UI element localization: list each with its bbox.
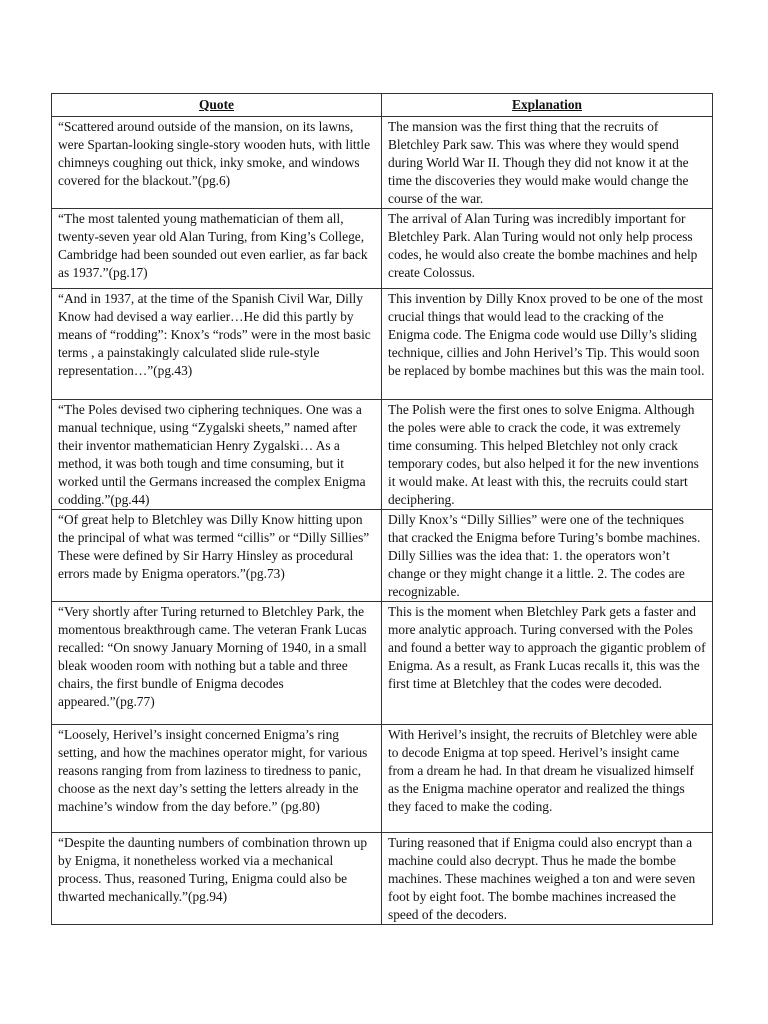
quote-cell: “Loosely, Herivel’s insight concerned Enigma’s ring setting, and how the machines operator might, for various reasons ranging from from laziness to tiredness to panic, choose as the next day’s setting the letters already in the machine’s window from the day before.” (pg.80) xyxy=(52,725,382,833)
table-row xyxy=(52,725,713,833)
explanation-cell: This is the moment when Bletchley Park gets a faster and more analytic approach. Turing conversed with the Poles and found a better way to approach the gigantic problem of Enigma. As a result, as Frank Lucas recalls it, this was the first time at Bletchley that the codes were decoded. xyxy=(382,602,713,725)
table-row xyxy=(52,400,713,510)
quote-cell: “Very shortly after Turing returned to Bletchley Park, the momentous breakthrough came. The veteran Frank Lucas recalled: “On snowy January Morning of 1940, in a small bleak wooden room with nothing but a table and three chairs, the first bundle of Enigma decodes appeared.”(pg.77) xyxy=(52,602,382,725)
quote-cell: “Scattered around outside of the mansion, on its lawns, were Spartan-looking single-story wooden huts, with little chimneys coughing out thick, inky smoke, and windows covered for the blackout.”(pg.6) xyxy=(52,117,382,209)
table-row xyxy=(52,209,713,289)
explanation-cell: The Polish were the first ones to solve Enigma. Although the poles were able to crack the code, it was extremely time consuming. This helped Bletchley not only crack temporary codes, but also helped it for the new inventions it would make. At least with this, the recruits could start deciphering. xyxy=(382,400,713,510)
explanation-cell: The arrival of Alan Turing was incredibly important for Bletchley Park. Alan Turing would not only help process codes, he would also create the bombe machines and help create Colossus. xyxy=(382,209,713,289)
explanation-cell: The mansion was the first thing that the recruits of Bletchley Park saw. This was where they would spend during World War II. Though they did not know it at the time the discoveries they would make would change the course of the war. xyxy=(382,117,713,209)
explanation-cell: This invention by Dilly Knox proved to be one of the most crucial things that would lead to the cracking of the Enigma code. The Enigma code would use Dilly’s sliding technique, cillies and John Herivel’s Tip. This would soon be replaced by bombe machines but this was the main tool. xyxy=(382,289,713,400)
table-header-row xyxy=(52,94,713,117)
explanation-cell: With Herivel’s insight, the recruits of Bletchley were able to decode Enigma at top speed. Herivel’s insight came from a dream he had. In that dream he visualized himself as the Enigma machine operator and realized the things they faced to make the coding. xyxy=(382,725,713,833)
quote-column-header: Quote xyxy=(52,94,382,117)
explanation-column-header: Explanation xyxy=(382,94,713,117)
table-row xyxy=(52,833,713,925)
explanation-cell: Turing reasoned that if Enigma could also encrypt than a machine could also decrypt. Thus he made the bombe machines. These machines weighed a ton and were seven foot by eight foot. The bombe machines increased the speed of the decoders. xyxy=(382,833,713,925)
table-row xyxy=(52,602,713,725)
quote-cell: “Of great help to Bletchley was Dilly Know hitting upon the principal of what was termed “cillis” or “Dilly Sillies” These were defined by Sir Harry Hinsley as procedural errors made by Enigma operators.”(pg.73) xyxy=(52,510,382,602)
quote-cell: “And in 1937, at the time of the Spanish Civil War, Dilly Know had devised a way earlier…He did this partly by means of “rodding”: Knox’s “rods” were in the most basic terms , a painstakingly calculated slide rule-style representation…”(pg.43) xyxy=(52,289,382,400)
explanation-cell: Dilly Knox’s “Dilly Sillies” were one of the techniques that cracked the Enigma before Turing’s bombe machines. Dilly Sillies was the idea that: 1. the operators won’t change or they might change it a little. 2. The codes are recognizable. xyxy=(382,510,713,602)
quote-explanation-table xyxy=(51,93,713,925)
quote-cell: “Despite the daunting numbers of combination thrown up by Enigma, it nonetheless worked via a mechanical process. Thus, reasoned Turing, Enigma could also be thwarted mechanically.”(pg.94) xyxy=(52,833,382,925)
table-row xyxy=(52,117,713,209)
quote-cell: “The Poles devised two ciphering techniques. One was a manual technique, using “Zygalski sheets,” named after their inventor mathematician Henry Zygalski… As a method, it was both tough and time consuming, but it worked until the Germans increased the complex Enigma codding.”(pg.44) xyxy=(52,400,382,510)
table-row xyxy=(52,289,713,400)
table-row xyxy=(52,510,713,602)
quote-cell: “The most talented young mathematician of them all, twenty-seven year old Alan Turing, from King’s College, Cambridge had been sounded out even earlier, as far back as 1937.”(pg.17) xyxy=(52,209,382,289)
